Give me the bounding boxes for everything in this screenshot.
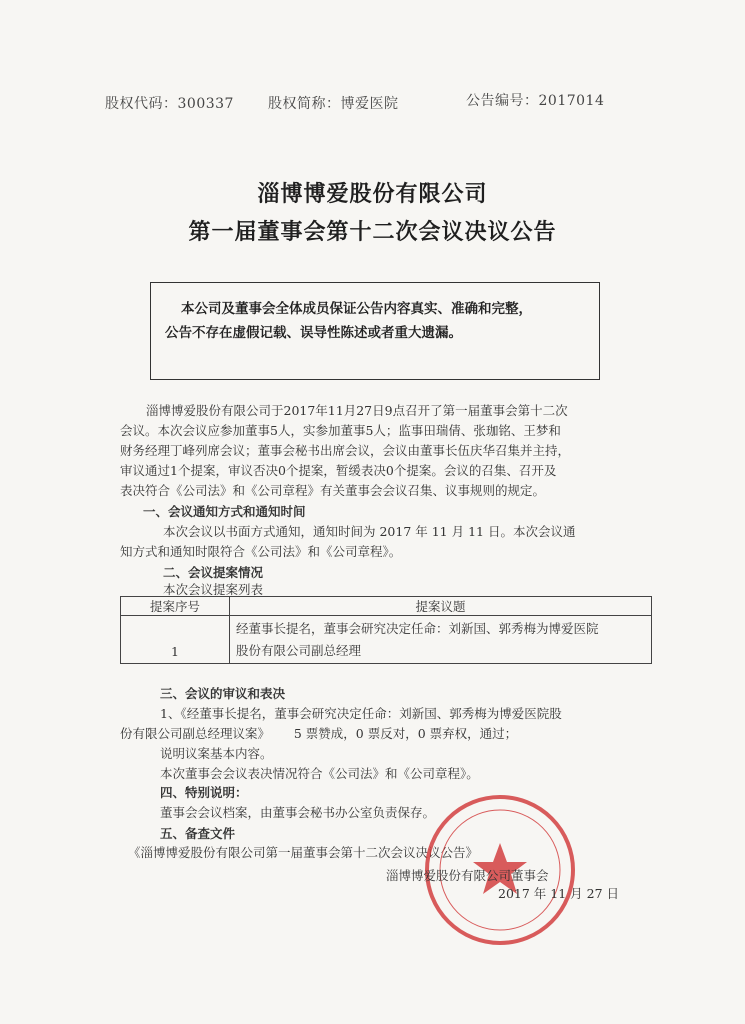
intro-line-1: 淄博博爱股份有限公司于2017年11月27日9点召开了第一届董事会第十二次 <box>146 403 568 418</box>
section-4-heading: 四、特别说明： <box>160 785 248 800</box>
section-2-heading: 二、会议提案情况 <box>163 565 264 580</box>
column-header-topic: 提案议题 <box>230 597 652 616</box>
notice-number: 公告编号：2017014 <box>466 93 605 109</box>
intro-line-5: 表决符合《公司法》和《公司章程》有关董事会会议召集、议事规则的规定。 <box>120 483 546 498</box>
section-3-line-4: 本次董事会会议表决情况符合《公司法》和《公司章程》。 <box>160 766 479 781</box>
signature-company: 淄博博爱股份有限公司董事会 <box>386 868 549 883</box>
proposal-number: 1 <box>121 616 230 664</box>
section-5-line-1: 《淄博博爱股份有限公司第一届董事会第十二次会议决议公告》 <box>128 845 479 860</box>
proposal-topic-line-1: 经董事长提名，董事会研究决定任命：刘新国、郭秀梅为博爱医院 <box>236 620 599 636</box>
notice-title: 第一届董事会第十二次会议决议公告 <box>188 220 557 245</box>
table-row <box>121 616 652 664</box>
section-1-line-2: 知方式和通知时限符合《公司法》和《公司章程》。 <box>120 544 402 559</box>
section-1-heading: 一、会议通知方式和通知时间 <box>143 504 306 519</box>
signature-date: 2017 年 11 月 27 日 <box>498 886 619 901</box>
section-3-line-3: 说明议案基本内容。 <box>160 746 273 761</box>
section-3-heading: 三、会议的审议和表决 <box>160 686 286 701</box>
proposal-table <box>120 596 652 664</box>
section-5-heading: 五、备查文件 <box>160 826 236 841</box>
stock-code: 股权代码：300337 <box>105 96 234 112</box>
section-4-line-1: 董事会会议档案，由董事会秘书办公室负责保存。 <box>160 805 436 820</box>
stock-abbreviation: 股权简称：博爱医院 <box>268 96 399 112</box>
section-3-line-1: 1、《经董事长提名，董事会研究决定任命：刘新国、郭秀梅为博爱医院股 <box>160 706 562 721</box>
proposal-topic-line-2: 股份有限公司副总经理 <box>236 642 362 658</box>
intro-line-2: 会议。本次会议应参加董事5人，实参加董事5人；监事田瑞倩、张珈铭、王梦和 <box>120 423 561 438</box>
disclaimer-line-2: 公告不存在虚假记载、误导性陈述或者重大遗漏。 <box>165 325 462 341</box>
disclaimer-box <box>150 282 600 380</box>
column-header-number: 提案序号 <box>121 597 230 616</box>
disclaimer-line-1: 本公司及董事会全体成员保证公告内容真实、准确和完整， <box>181 301 532 317</box>
intro-line-3: 财务经理丁峰列席会议；董事会秘书出席会议，会议由董事长伍庆华召集并主持， <box>120 443 571 458</box>
intro-line-4: 审议通过1个提案，审议否决0个提案，暂缓表决0个提案。会议的召集、召开及 <box>120 463 557 478</box>
table-header-row <box>121 597 652 616</box>
table-caption: 本次会议提案列表 <box>163 582 264 597</box>
proposal-topic <box>230 616 652 664</box>
section-3-line-2: 份有限公司副总经理议案》 5 票赞成，0 票反对，0 票弃权，通过； <box>120 726 518 741</box>
section-1-line-1: 本次会议以书面方式通知，通知时间为 2017 年 11 月 11 日。本次会议通 <box>163 524 576 539</box>
company-title: 淄博博爱股份有限公司 <box>257 182 488 207</box>
